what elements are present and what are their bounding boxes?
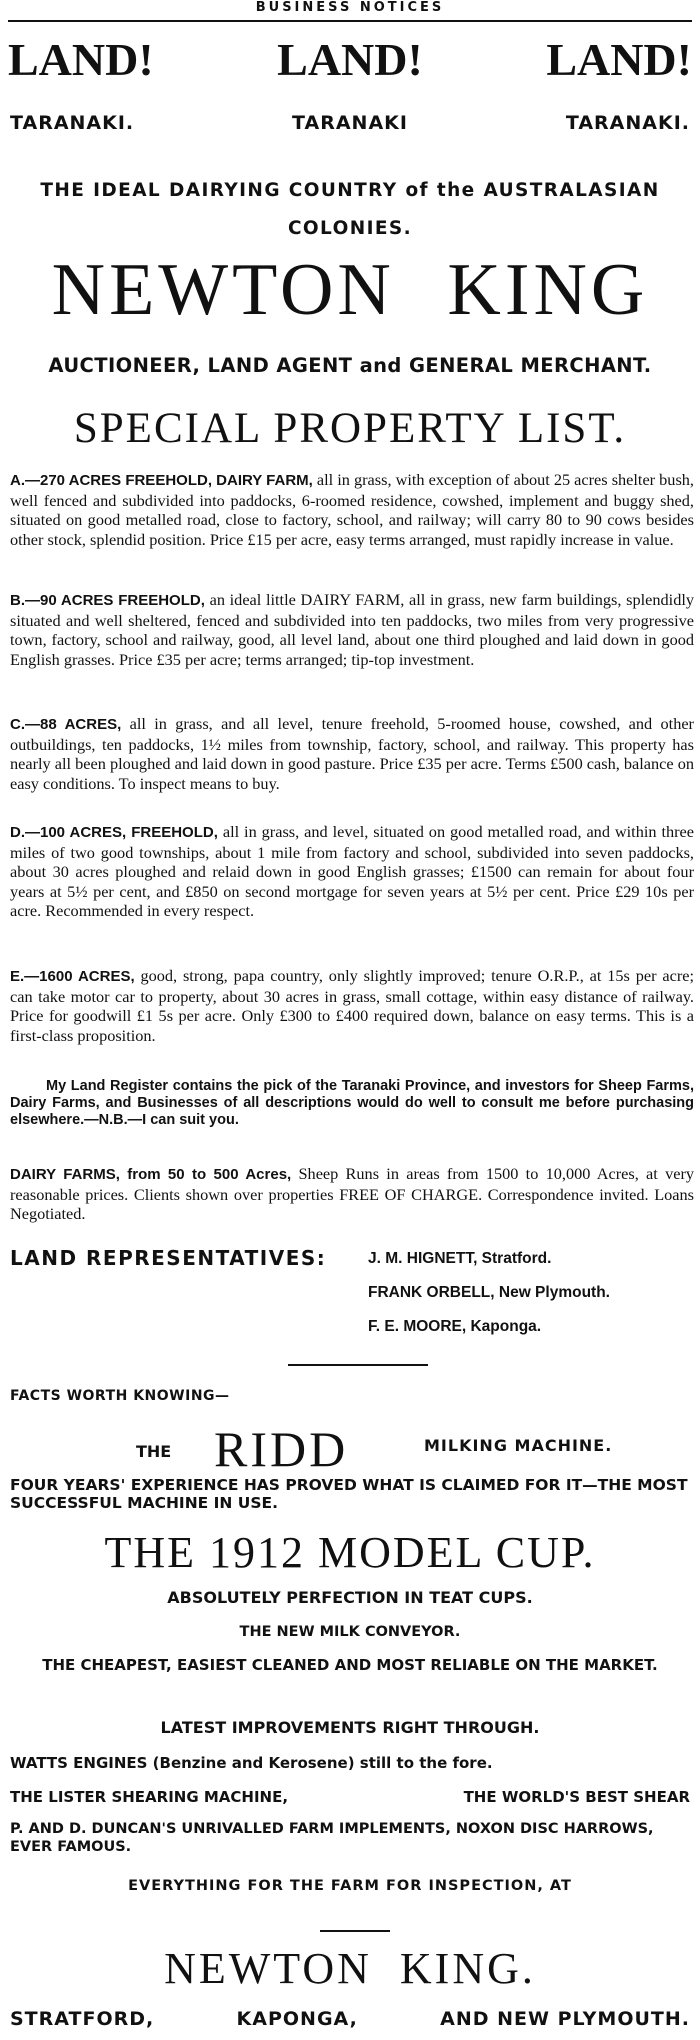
duncan-line: P. AND D. DUNCAN'S UNRIVALLED FARM IMPLEMENTS, NOXON DISC HARROWS, EVER FAMOUS. bbox=[10, 1821, 654, 1855]
representative-3: F. E. MOORE, Kaponga. bbox=[368, 1318, 542, 1335]
facts-heading: FACTS WORTH KNOWING— bbox=[10, 1388, 230, 1404]
header-rule bbox=[8, 20, 692, 22]
conveyor-line: THE NEW MILK CONVEYOR. bbox=[239, 1624, 461, 1640]
firm-trades: AUCTIONEER, LAND AGENT and GENERAL MERCHANT. bbox=[48, 354, 652, 377]
tagline-line-1: THE IDEAL DAIRYING COUNTRY of the AUSTRALASIAN bbox=[40, 180, 660, 201]
lister-left: THE LISTER SHEARING MACHINE, bbox=[10, 1788, 289, 1806]
improvements-line: LATEST IMPROVEMENTS RIGHT THROUGH. bbox=[160, 1718, 540, 1737]
town-2: KAPONGA, bbox=[236, 2008, 358, 2030]
property-a-text: all in grass, with exception of about 25 acres shelter bush, well fenced and subdivided into paddocks, 6-roomed residence, cowshed, implement and buggy shed, situated on good metalled road, close to factory, school, and railway; will carry 80 to 90 cows besides other stock, splendid position. Price £15 per acre, easy terms arranged, must rapidly increase in value. bbox=[10, 470, 694, 549]
section-title: BUSINESS NOTICES bbox=[255, 0, 445, 15]
property-e-lead: E.—1600 ACRES, bbox=[10, 968, 135, 985]
cup-line: THE 1912 MODEL CUP. bbox=[104, 1528, 596, 1577]
representatives-names bbox=[368, 1242, 610, 1344]
region-1: TARANAKI. bbox=[10, 112, 135, 134]
section-header bbox=[0, 0, 700, 15]
property-b-lead: B.—90 ACRES FREEHOLD, bbox=[10, 592, 205, 609]
perfection-line: ABSOLUTELY PERFECTION IN TEAT CUPS. bbox=[167, 1588, 533, 1607]
property-a-lead: A.—270 ACRES FREEHOLD, DAIRY FARM, bbox=[10, 472, 313, 489]
tagline bbox=[0, 172, 700, 248]
property-e-text: good, strong, papa country, only slightly improved; tenure O.R.P., at 15s per acre; can take motor car to property, about 30 acres in grass, small cottage, within easy distance of railway. Price for goodwill £1 5s per acre. Only £300 to £400 required down, balance on easy terms. This is a first-class proposition. bbox=[10, 966, 694, 1045]
property-a bbox=[10, 470, 694, 549]
property-b-text: an ideal little DAIRY FARM, all in grass, new farm buildings, splendidly situated and well sheltered, fenced and subdivided into ten paddocks, two miles from very progressive town, factory, school and railway, good, all level land, about one third ploughed and laid down in good English grasses. Price £35 per acre; terms arranged; tip-top investment. bbox=[10, 590, 694, 669]
firm-name: NEWTON KING bbox=[51, 249, 649, 331]
land-word-1: LAND! bbox=[8, 34, 154, 85]
cheapest-line: THE CHEAPEST, EASIEST CLEANED AND MOST RELIABLE ON THE MARKET. bbox=[42, 1656, 658, 1674]
section-divider bbox=[288, 1364, 428, 1366]
property-c bbox=[10, 714, 694, 793]
property-e bbox=[10, 966, 694, 1045]
property-d-text: all in grass, and level, situated on good metalled road, and within three miles of two good townships, about 1 mile from factory and school, subdivided into seven paddocks, about 30 acres ploughed and relaid down in good English grasses; £1500 can remain for about four years at 5½ per cent, and £850 on second mortgage for seven years at 5½ per cent. Price £29 10s per acre. Recommended in every respect. bbox=[10, 822, 694, 920]
lister-line bbox=[0, 1788, 700, 1806]
property-c-lead: C.—88 ACRES, bbox=[10, 716, 122, 733]
footer-towns bbox=[0, 2008, 700, 2030]
property-d bbox=[10, 822, 694, 921]
ridd-brand: RIDD bbox=[214, 1421, 349, 1477]
lister-right: THE WORLD'S BEST SHEAR bbox=[463, 1788, 690, 1806]
ridd-machine: MILKING MACHINE. bbox=[424, 1436, 613, 1455]
watts-line: WATTS ENGINES (Benzine and Kerosene) still to the fore. bbox=[10, 1754, 493, 1772]
representatives-label: LAND REPRESENTATIVES: bbox=[10, 1246, 327, 1270]
property-d-lead: D.—100 ACRES, FREEHOLD, bbox=[10, 824, 218, 841]
property-c-text: all in grass, and all level, tenure freehold, 5-roomed house, cowshed, and other outbuildings, ten paddocks, 1½ miles from township, factory, school, and railway. This property has nearly all been ploughed and laid down in good pasture. Price £35 per acre. Terms £500 cash, balance on easy conditions. To inspect means to buy. bbox=[10, 714, 694, 793]
town-1: STRATFORD, bbox=[10, 2008, 155, 2030]
region-3: TARANAKI. bbox=[565, 112, 690, 134]
everything-line: EVERYTHING FOR THE FARM FOR INSPECTION, AT bbox=[128, 1878, 572, 1894]
footer-name: NEWTON KING. bbox=[164, 1944, 536, 1993]
representative-1: J. M. HIGNETT, Stratford. bbox=[368, 1250, 552, 1267]
land-word-2: LAND! bbox=[277, 34, 423, 85]
footer-rule bbox=[320, 1930, 390, 1932]
representative-2: FRANK ORBELL, New Plymouth. bbox=[368, 1284, 610, 1301]
region-2: TARANAKI bbox=[292, 112, 408, 134]
list-title: SPECIAL PROPERTY LIST. bbox=[73, 405, 627, 452]
register-note: My Land Register contains the pick of the Taranaki Province, and investors for Sheep Farms, Dairy Farms, and Businesses of all descriptions would do well to consult me before purchasing elsewhere.—N.B.—I can suit you. bbox=[10, 1078, 694, 1128]
land-word-3: LAND! bbox=[546, 34, 692, 85]
ridd-the: THE bbox=[136, 1442, 172, 1461]
tagline-line-2: COLONIES. bbox=[287, 218, 413, 239]
property-b bbox=[10, 590, 694, 669]
land-banner bbox=[0, 34, 700, 86]
dairy-farms-lead: DAIRY FARMS, from 50 to 500 Acres, bbox=[10, 1166, 292, 1183]
region-row bbox=[0, 112, 700, 134]
ridd-line bbox=[0, 1420, 700, 1480]
dairy-farms-text: Sheep Runs in areas from 1500 to 10,000 Acres, at very reasonable prices. Clients shown over properties FREE OF CHARGE. Correspondence invited. Loans Negotiated. bbox=[10, 1164, 695, 1223]
dairy-farms bbox=[10, 1164, 694, 1224]
proven-line: FOUR YEARS' EXPERIENCE HAS PROVED WHAT IS CLAIMED FOR IT—THE MOST SUCCESSFUL MACHINE IN USE. bbox=[10, 1476, 688, 1512]
town-3: AND NEW PLYMOUTH. bbox=[440, 2008, 690, 2030]
